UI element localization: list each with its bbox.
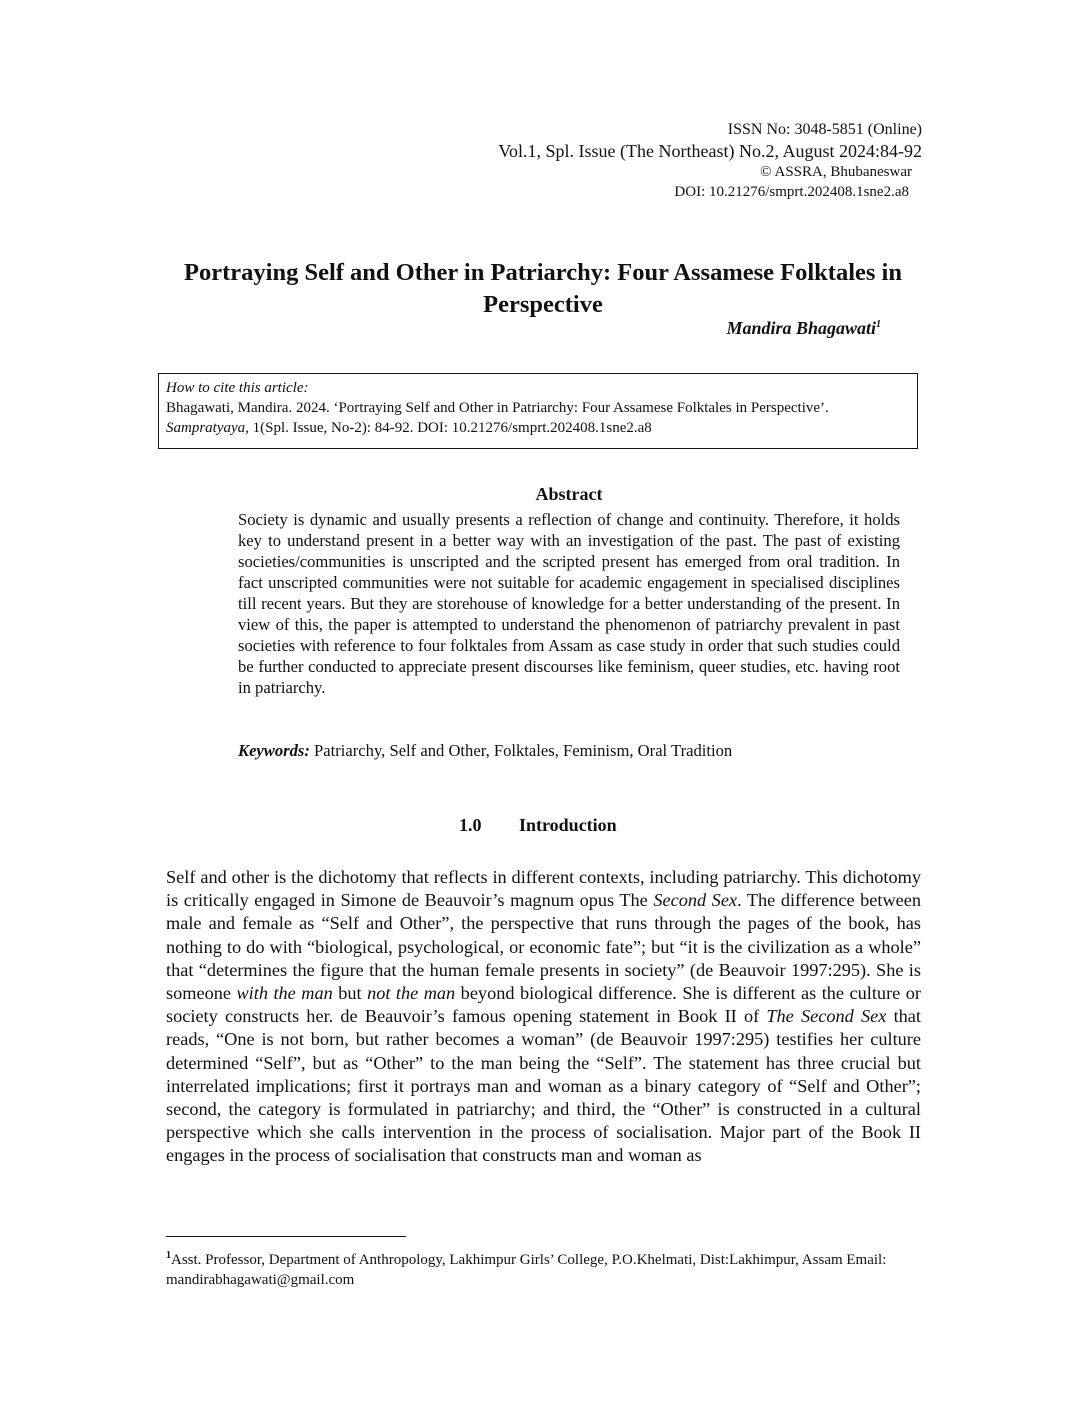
intro-emphasis-3: not the man xyxy=(367,983,456,1004)
volume-line: Vol.1, Spl. Issue (The Northeast) No.2, August 2024:84-92 xyxy=(498,141,922,161)
intro-text-2: . The difference between male and female as “Self and Other”, the perspective that runs through the pages of the book, has nothing to do with “biological, psychological, or economic fate”; but “it is the civilization as a whole” that “determines the figure that the human female presents in society” (de Beauvoir 1997:295). She is someone xyxy=(166,890,922,1004)
citation-details: 1(Spl. Issue, No-2): 84-92. DOI: 10.21276/smprt.202408.1sne2.a8 xyxy=(248,420,652,436)
abstract-heading: Abstract xyxy=(535,484,603,504)
keywords-label: Keywords: xyxy=(238,741,310,760)
citation-line-1: Bhagawati, Mandira. 2024. ‘Portraying Self and Other in Patriarchy: Four Assamese Folktales in Perspective’. xyxy=(166,400,829,416)
intro-emphasis-4: The Second Sex xyxy=(766,1006,887,1027)
intro-emphasis-2: with the man xyxy=(236,983,333,1004)
intro-text-3: but xyxy=(332,983,368,1004)
footnote-text: Asst. Professor, Department of Anthropology, Lakhimpur Girls’ College, P.O.Khelmati, Dist:Lakhimpur, Assam Email: mandirabhagawati@gmail.com xyxy=(166,1252,887,1288)
section-number: 1.0 xyxy=(459,815,482,835)
citation-line-2 xyxy=(166,418,910,438)
intro-text-1: Self and other is the dichotomy that reflects in different contexts, including patriarchy. This dichotomy is critically engaged in Simone de Beauvoir’s magnum opus The xyxy=(166,867,921,911)
introduction-paragraph xyxy=(166,866,921,1168)
article-title: Portraying Self and Other in Patriarchy: Four Assamese Folktales in Perspective xyxy=(184,259,902,318)
footnote-divider xyxy=(166,1236,406,1237)
author-footnote-mark: 1 xyxy=(876,319,881,330)
abstract-text: Society is dynamic and usually presents a reflection of change and continuity. Therefore, it holds key to understand present in a better way with an investigation of the past. The past of existing societies/communities is unscripted and the scripted present has emerged from oral tradition. In fact unscripted communities were not suitable for academic engagement in specialised disciplines till recent years. But they are storehouse of knowledge for a better understanding of the present. In view of this, the paper is attempted to understand the phenomenon of patriarchy prevalent in past societies with reference to four folktales from Assam as case study in order that such studies could be further conducted to appreciate present discourses like feminism, queer studies, etc. having root in patriarchy. xyxy=(238,510,900,697)
intro-emphasis-1: Second Sex xyxy=(653,890,738,911)
section-heading xyxy=(459,815,617,836)
keywords-text: Patriarchy, Self and Other, Folktales, Feminism, Oral Tradition xyxy=(309,741,733,760)
section-title: Introduction xyxy=(519,815,617,835)
footnote xyxy=(166,1246,896,1290)
intro-text-5: that reads, “One is not born, but rather becomes a woman” (de Beauvoir 1997:295) testifies her culture determined “Self”, but as “Other” to the man being the “Self”. The statement has three crucial but interrelated implications; first it portrays man and woman as a binary category of “Self and Other”; second, the category is formulated in patriarchy; and third, the “Other” is constructed in a cultural perspective which she calls intervention in the process of socialisation. Major part of the Book II engages in the process of socialisation that constructs man and woman as xyxy=(166,1006,921,1166)
intro-text-4: beyond biological difference. She is different as the culture or society constructs her. de Beauvoir’s famous opening statement in Book II of xyxy=(166,983,921,1027)
issn-line: ISSN No: 3048-5851 (Online) xyxy=(727,121,922,138)
doi-line: DOI: 10.21276/smprt.202408.1sne2.a8 xyxy=(674,184,909,200)
author-name xyxy=(726,318,881,339)
keywords-line xyxy=(238,741,732,761)
citation-box xyxy=(158,373,918,449)
copyright-line: © ASSRA, Bhubaneswar xyxy=(760,164,912,180)
author-name-text: Mandira Bhagawati xyxy=(726,318,876,338)
citation-journal: Sampratyaya, xyxy=(166,420,249,436)
footnote-mark: 1 xyxy=(166,1250,171,1261)
citation-label: How to cite this article: xyxy=(166,380,309,396)
